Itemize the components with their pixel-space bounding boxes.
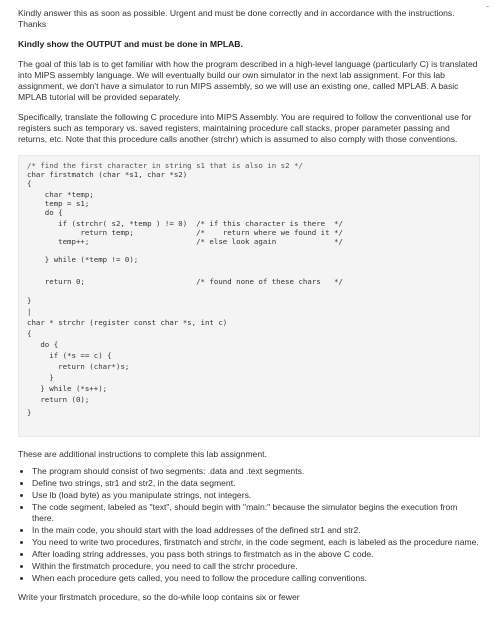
instruction-item: • You need to write two procedures, firstmatch and strchr, in the code segment, each is labeled as the procedure name. <box>32 537 480 548</box>
code-line: | <box>27 307 32 316</box>
instruction-item: • When each procedure gets called, you need to follow the procedure calling conventions. <box>32 573 480 584</box>
goal-paragraph: The goal of this lab is to get familiar with how the program described in a high-level language (particularly C) is translated into MIPS assembly language. We will eventually build our own simulator in the next lab assignment. For this lab assignment, we don't have a simulator to run MIPS assembly, so we will use an existing one, called MPLAB. A basic MPLAB tutorial will be provided separately. <box>18 59 478 102</box>
code-line: char firstmatch (char *s1, char *s2) <box>27 170 188 179</box>
instruction-item: • After loading string addresses, you pass both strings to firstmatch as in the above C code. <box>32 549 480 560</box>
code-line: } while (*s++); <box>27 384 108 393</box>
request-text: Kindly answer this as soon as possible. Urgent and must be done correctly and in accordance with the instructions. Thanks <box>18 8 455 29</box>
instruction-item: • The program should consist of two segments: .data and .text segments. <box>32 466 480 477</box>
instruction-item: • In the main code, you should start with the load addresses of the defined str1 and str2. <box>32 525 480 536</box>
code-line: } <box>27 408 32 417</box>
code-line: temp++; /* else look again */ <box>27 237 343 246</box>
code-line: return (0); <box>27 395 90 404</box>
code-line: return (char*)s; <box>27 362 130 371</box>
code-line: char * strchr (register const char *s, int c) <box>27 318 228 327</box>
code-line: if (strchr( s2, *temp ) != 0) /* if this character is there */ <box>27 219 343 228</box>
code-line: return 0; /* found none of these chars */ <box>27 277 343 286</box>
code-line: } <box>27 373 54 382</box>
scrollbar-marker[interactable] <box>486 6 489 7</box>
code-line: { <box>27 329 32 338</box>
specification-paragraph: Specifically, translate the following C procedure into MIPS Assembly. You are required to follow the conventional use for registers such as temporary vs. saved registers, maintaining procedure call stacks, proper parameter passing and returns, etc. Note that this procedure calls another (strchr) which is assumed to also comply with those conventions. <box>18 112 472 144</box>
instruction-item: • The code segment, labeled as "text", should begin with "main:" because the simulator begins the execution from there. <box>32 502 480 524</box>
code-line: if (*s == c) { <box>27 351 112 360</box>
instructions-list <box>18 466 480 584</box>
question-document <box>18 8 480 612</box>
instruction-item: • Within the firstmatch procedure, you need to call the strchr procedure. <box>32 561 480 572</box>
instruction-item: • Use lb (load byte) as you manipulate strings, not integers. <box>32 490 480 501</box>
code-line: do { <box>27 340 59 349</box>
code-block <box>18 155 480 437</box>
code-line: } <box>27 296 32 305</box>
closing-text: Write your firstmatch procedure, so the do-while loop contains six or fewer <box>18 592 300 602</box>
heading-text: Kindly show the OUTPUT and must be done in MPLAB. <box>18 39 243 49</box>
code-line: /* find the first character in string s1 that is also in s2 */ <box>27 161 303 170</box>
instruction-item: • Define two strings, str1 and str2, in the data segment. <box>32 478 480 489</box>
instructions-lead: These are additional instructions to complete this lab assignment. <box>18 449 267 459</box>
code-line: return temp; /* return where we found it */ <box>27 228 343 237</box>
code-line: { <box>27 179 32 188</box>
code-line: do { <box>27 208 63 217</box>
code-line: temp = s1; <box>27 199 90 208</box>
code-line: } while (*temp != 0); <box>27 255 139 264</box>
code-line: char *temp; <box>27 190 94 199</box>
